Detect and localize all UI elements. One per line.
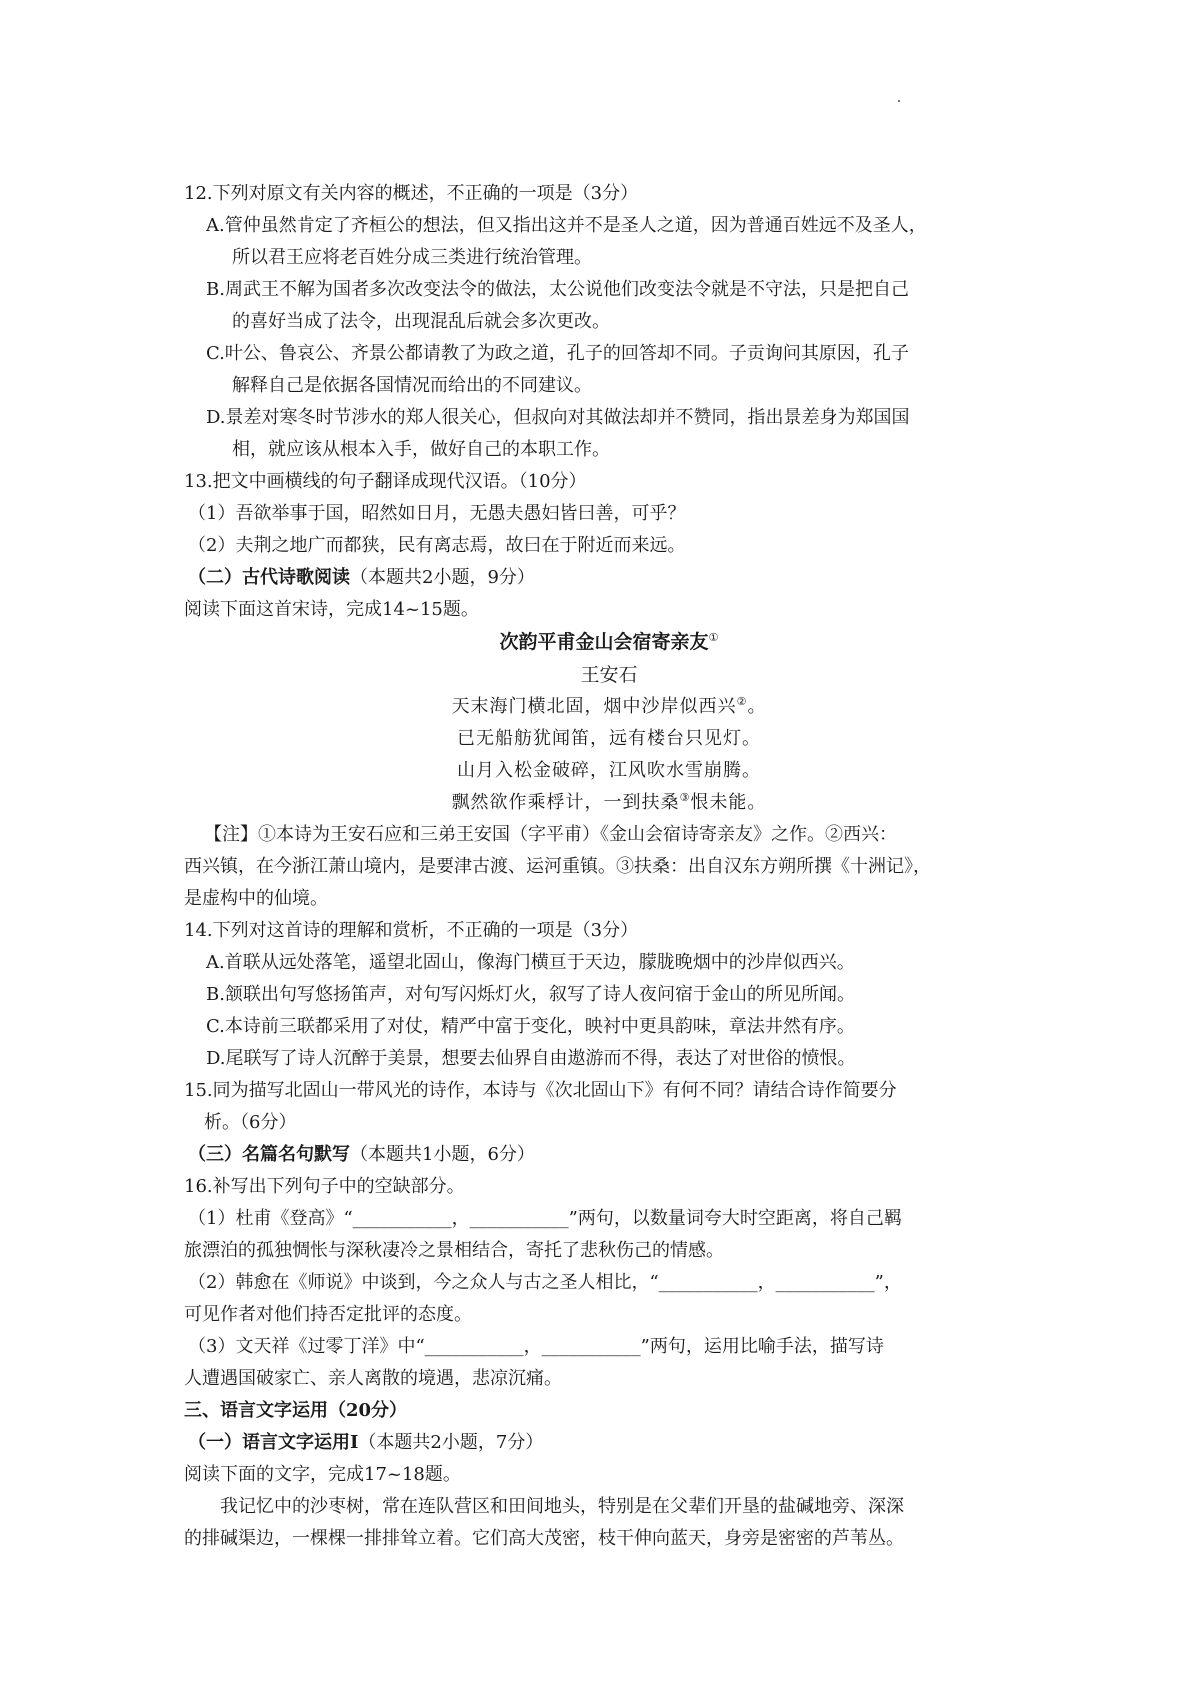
part3-heading: 三、语言文字运用（20分）: [184, 1400, 408, 1421]
q14-option-a: A.首联从远处落笔，遥望北固山，像海门横亘于天边，朦胧晚烟中的沙岸似西兴。: [206, 952, 855, 973]
poem-line-1-text: 天末海门横北固，烟中沙岸似西兴: [451, 696, 737, 717]
section-poetry-intro: 阅读下面这首宋诗，完成14~15题。: [184, 599, 479, 620]
poem-annotation-3: 是虚构中的仙境。: [184, 888, 328, 909]
q12-option-c: C.叶公、鲁哀公、齐景公都请教了为政之道，孔子的回答却不同。子贡询问其原因，孔子: [206, 343, 909, 364]
q12-option-b-cont: 的喜好当成了法令，出现混乱后就会多次更改。: [232, 311, 610, 332]
q14-stem: 14.下列对这首诗的理解和赏析，不正确的一项是（3分）: [184, 920, 639, 941]
section-language-note: （本题共2小题，7分）: [358, 1432, 544, 1453]
passage-line-2: 的排碱渠边，一棵棵一排排耸立着。它们高大茂密，枝干伸向蓝天，身旁是密密的芦苇丛。: [184, 1528, 904, 1549]
q16-item-1-cont: 旅漂泊的孤独惆怅与深秋凄冷之景相结合，寄托了悲秋伤己的情感。: [184, 1240, 724, 1261]
passage-line-1: 我记忆中的沙枣树，常在连队营区和田间地头，特别是在父辈们开垦的盐碱地旁、深深: [220, 1496, 904, 1517]
poem-title-note-mark: ①: [708, 631, 719, 644]
poem-line-4: [184, 787, 1034, 819]
poem-line-3: 山月入松金破碎，江风吹水雪崩腾。: [457, 760, 761, 781]
q16-item-3: （3）文天祥《过零丁洋》中“___________，___________”两句，运用比喻手法，描写诗: [188, 1336, 884, 1357]
page-content: [184, 178, 1034, 1555]
q12-option-a: A.管仲虽然肯定了齐桓公的想法，但又指出这并不是圣人之道，因为普通百姓远不及圣人，: [206, 215, 927, 236]
poem-annotation-2: 西兴镇，在今浙江萧山境内，是要津古渡、运河重镇。③扶桑：出自汉东方朔所撰《十洲记》，: [184, 856, 931, 877]
q14-option-d: D.尾联写了诗人沉醉于美景，想要去仙界自由遨游而不得，表达了对世俗的愤恨。: [206, 1048, 856, 1069]
scan-dot: [898, 100, 900, 102]
q16-stem: 16.补写出下列句子中的空缺部分。: [184, 1176, 465, 1197]
poem-author: 王安石: [580, 664, 638, 686]
section-poetry-heading: [184, 562, 1034, 594]
q16-item-1: （1）杜甫《登高》“___________，___________”两句，以数量词夸大时空距离，将自己羁: [188, 1208, 902, 1229]
section-recitation-note: （本题共1小题，6分）: [350, 1144, 535, 1165]
q16-item-2-cont: 可见作者对他们持否定批评的态度。: [184, 1304, 472, 1325]
section-recitation-title: （三）名篇名句默写: [188, 1144, 350, 1165]
q15-stem-cont: 析。（6分）: [204, 1112, 297, 1133]
q12-option-d-cont: 相，就应该从根本入手，做好自己的本职工作。: [232, 439, 610, 460]
section-poetry-note: （本题共2小题，9分）: [350, 567, 535, 588]
q13-sentence-2: （2）夫荆之地广而都狭，民有离志焉，故曰在于附近而来远。: [188, 535, 686, 556]
poem-line-4-text-b: 恨未能。: [690, 792, 767, 813]
section-poetry-title: （二）古代诗歌阅读: [188, 567, 350, 588]
section-language-intro: 阅读下面的文字，完成17~18题。: [184, 1464, 461, 1485]
poem-title: 次韵平甫金山会宿寄亲友: [499, 631, 709, 653]
q14-option-c: C.本诗前三联都采用了对仗，精严中富于变化，映衬中更具韵味，章法井然有序。: [206, 1016, 855, 1037]
section-recitation-heading: [184, 1139, 1034, 1171]
q16-item-3-cont: 人遭遇国破家亡、亲人离散的境遇，悲凉沉痛。: [184, 1368, 562, 1389]
q14-option-b: B.颔联出句写悠扬笛声，对句写闪烁灯火，叙写了诗人夜问宿于金山的所见所闻。: [206, 984, 855, 1005]
poem-annotation-1: 【注】①本诗为王安石应和三弟王安国（字平甫）《金山会宿诗寄亲友》之作。②西兴：: [204, 824, 897, 845]
poem-line-1: [184, 691, 1034, 723]
poem-title-line: [184, 626, 1034, 659]
poem-line-1-note-mark: ②: [736, 695, 748, 708]
q12-option-b: B.周武王不解为国者多次改变法令的做法，太公说他们改变法令就是不守法，只是把自己: [206, 279, 909, 300]
section-language-heading: [184, 1427, 1034, 1459]
poem-line-4-text-a: 飘然欲作乘桴计，一到扶桑: [451, 792, 680, 813]
q13-stem: 13.把文中画横线的句子翻译成现代汉语。（10分）: [184, 471, 587, 492]
q12-option-a-cont: 所以君王应将老百姓分成三类进行统治管理。: [232, 247, 592, 268]
q16-item-2: （2）韩愈在《师说》中谈到，今之众人与古之圣人相比，“___________，___________”，: [188, 1272, 902, 1293]
poem-line-2: 已无船舫犹闻笛，远有楼台只见灯。: [457, 728, 761, 749]
q12-option-d: D.景差对寒冬时节涉水的郑人很关心，但叔向对其做法却并不赞同，指出景差身为郑国国: [206, 407, 910, 428]
poem-line-4-note-mark: ③: [679, 791, 691, 804]
q13-sentence-1: （1）吾欲举事于国，昭然如日月，无愚夫愚妇皆曰善，可乎？: [188, 503, 686, 524]
q15-stem: 15.同为描写北固山一带风光的诗作，本诗与《次北固山下》有何不同？请结合诗作简要分: [184, 1080, 897, 1101]
poem-line-1-end: 。: [747, 696, 767, 717]
section-language-title: （一）语言文字运用Ⅰ: [188, 1432, 359, 1453]
q12-stem: 12.下列对原文有关内容的概述，不正确的一项是（3分）: [184, 183, 639, 204]
q12-option-c-cont: 解释自己是依据各国情况而给出的不同建议。: [232, 375, 592, 396]
